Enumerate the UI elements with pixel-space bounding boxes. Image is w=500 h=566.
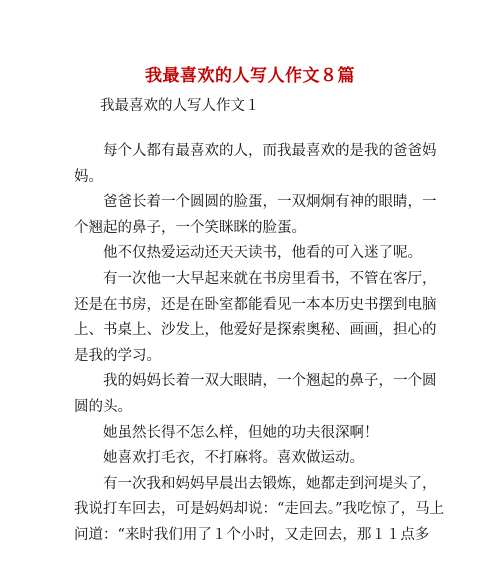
paragraph: 我的妈妈长着一双大眼睛，一个翘起的鼻子，一个圆圆的头。 <box>74 373 437 415</box>
paragraph: 有一次我和妈妈早晨出去锻炼，她都走到河堤头了，我说打车回去，可是妈妈却说：“走回去。”我吃惊了，马上问道：“来时我们用了１个小时，又走回去，那１１点多 <box>74 475 445 543</box>
paragraph: 爸爸长着一个圆圆的脸蛋，一双炯炯有神的眼睛，一个翘起的鼻子，一个笑眯眯的脸蛋。 <box>74 194 437 236</box>
paragraph: 他不仅热爱运动还天天读书，他看的可入迷了呢。 <box>103 245 422 262</box>
document-title: 我最喜欢的人写人作文８篇 <box>145 66 355 86</box>
essay-subtitle: 我最喜欢的人写人作文１ <box>100 98 260 114</box>
essay-body <box>74 139 446 549</box>
paragraph: 她喜欢打毛衣，不打麻将。喜欢做运动。 <box>103 450 364 467</box>
paragraph: 有一次他一大早起来就在书房里看书，不管在客厅，还是在书房，还是在卧室都能看见一本本历史书摆到电脑上、书桌上、沙发上，他爱好是探索奥秘、画画，担心的是我的学习。 <box>74 270 437 364</box>
paragraph: 每个人都有最喜欢的人，而我最喜欢的是我的爸爸妈妈。 <box>74 143 437 185</box>
paragraph: 她虽然长得不怎么样，但她的功夫很深啊！ <box>103 424 379 441</box>
